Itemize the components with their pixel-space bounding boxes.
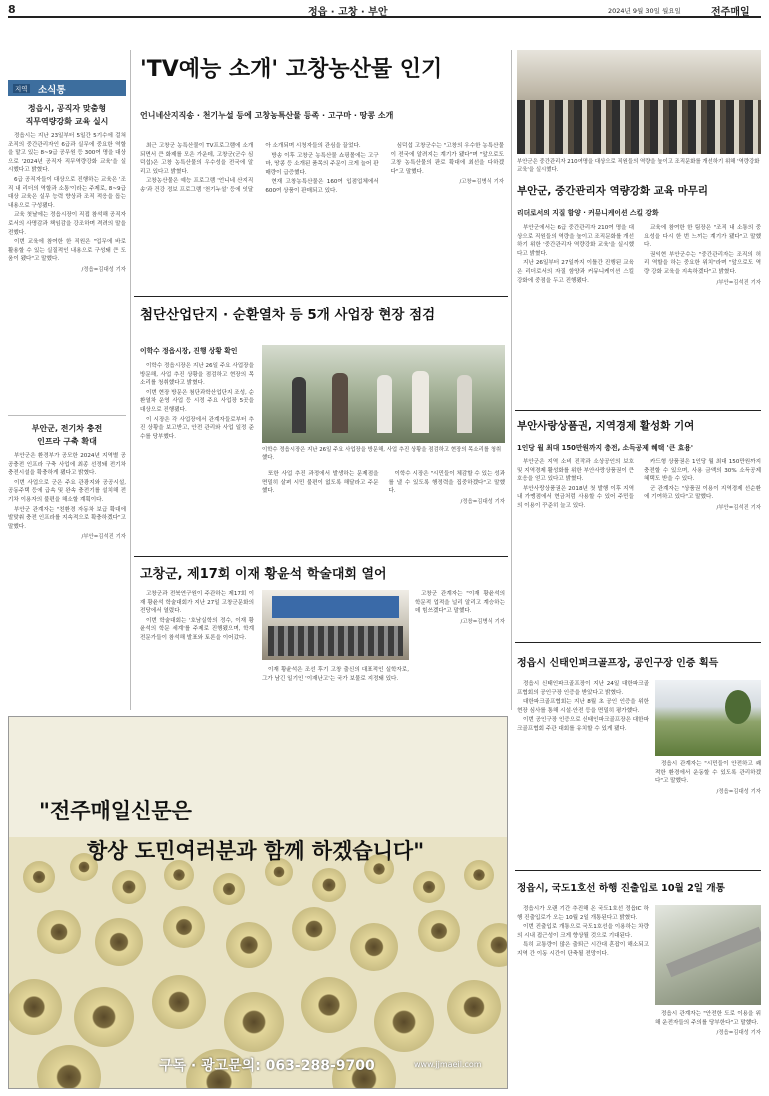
article-sancheon-byline: /정읍=김대성 기자 [460, 498, 505, 505]
article-gift-paragraph: 부안군은 지역 소비 진작과 소상공인의 보호 및 지역경제 활성화를 위한 부안사랑상품권이 큰 호응을 얻고 있다고 밝혔다. [517, 459, 634, 483]
issue-date: 2024년 9월 30일 월요일 [608, 7, 681, 15]
article-hwang-left-body [140, 590, 254, 708]
news-item-headline [8, 422, 126, 448]
column-divider [130, 50, 131, 710]
article-hwang-right-body [415, 590, 505, 708]
article-buan-mgr-paragraph: 부안군에서는 6급 중간관리자 210여 명을 대상으로 직원들의 역량을 높이고 조직문화를 개선하기 위한 '중간관리자 역량강화 교육'을 실시했다고 밝혔다. [517, 225, 634, 257]
article-tv-body [140, 142, 504, 292]
article-complex-paragraph: 이번 공인구장 인증으로 신태인파크골프장은 대한파크골프협회 주관 대회를 유치할 수 있게 됐다. [517, 717, 649, 732]
news-item-paragraph: 부안군 관계자는 "친환경 자동차 보급 확대에 발맞춰 충전 인프라를 지속적으로 확충하겠다"고 말했다. [8, 506, 126, 530]
page-number: 8 [8, 3, 16, 16]
article-tv-paragraph: 최근 고창군 농특산물이 TV프로그램에 소개되면서 큰 화제를 모은 가운데, 고창군(군수 심덕섭)은 고창 농특산물의 우수성을 전국에 알리고 있다고 밝혔다. [140, 143, 254, 175]
article-hwang-headline: 고창군, 제17회 이재 황윤석 학술대회 열어 [140, 567, 387, 582]
article-sancheon-paragraph: 이번 현장 방문은 첨단과학산업단지 조성, 순환열차 운영 사업 등 시정 주요 사업장 5곳을 대상으로 진행됐다. [140, 389, 254, 413]
news-item-headline-line2: 인프라 구축 확대 [37, 437, 97, 446]
article-complex-photo [655, 680, 761, 756]
news-item-byline: /정읍=김대성 기자 [81, 266, 126, 273]
photo-figure [292, 377, 306, 433]
article-tv-paragraph: 방송 이후 고창군 농특산물 쇼핑몰에는 고구마, 땅콩 등 소개된 품목의 주문이 크게 늘어 판매량이 급증했다. [265, 152, 379, 176]
article-sancheon-paragraph: 이 시장은 각 사업장에서 관계자들로부터 추진 상황을 보고받고, 안전 관리와 사업 일정 준수를 당부했다. [140, 416, 254, 440]
news-item-paragraph: 정읍시는 지난 23일부터 5일간 5기수에 걸쳐 조직의 중간관리자인 6급과 실무에 중요한 역할을 맡고 있는 8~9급 공무원 등 300여 명을 대상으로 '2024년 공직자 직무역량강화 교육'을 실시했다고 밝혔다. [8, 133, 126, 174]
photo-road [666, 927, 761, 977]
photo-crowd [517, 100, 761, 154]
article-road-photo [655, 905, 761, 1005]
news-item-body [8, 132, 126, 412]
ad-url: www.jjmaeil.com [414, 1060, 482, 1069]
news-item-paragraph: 6급 공직자들이 대상으로 진행하는 교육은 '조직 내 리더의 역할과 소통'이라는 주제로, 8~9급 대상 교육은 실무 능력 향상과 조직 적응을 돕는 내용으로 구성됐다. [8, 176, 126, 209]
article-complex-headline: 정읍시 신태인퍼크골프장, 공인구장 인증 획득 [517, 658, 719, 669]
photo-banner [272, 596, 399, 618]
article-hwang-mid-body [262, 666, 409, 708]
news-item-divider [8, 415, 126, 416]
article-tv-paragraph: 고창농산물은 예능 프로그램 '언니네 산지직송'과 건강 정보 프로그램 '천기누설' 등에 잇달아 소개되며 시청자들의 관심을 끌었다. [140, 143, 361, 193]
article-hwang-paragraph: 고창군과 전북연구원이 주관하는 제17회 이재 황윤석 학술대회가 지난 27일 고창군문화의전당에서 열렸다. [140, 591, 254, 615]
section-divider [515, 870, 761, 871]
article-road-right-body [655, 1010, 761, 1088]
article-complex-paragraph: 정읍시 관계자는 "시민들이 안전하고 쾌적한 환경에서 운동할 수 있도록 관리하겠다"고 말했다. [655, 761, 761, 785]
photo-crowd [268, 626, 403, 656]
news-box-title: 소식통 [38, 85, 66, 96]
section-title: 정읍 · 고창 · 부안 [308, 7, 388, 18]
photo-figure [377, 375, 392, 433]
article-sancheon-photo-caption: 이학수 정읍시장은 지난 26일 주요 사업장을 방문해, 사업 추진 상황을 점검하고 현장의 목소리를 청취했다. [262, 447, 502, 461]
news-box-tag: 지역 [15, 85, 28, 93]
article-sancheon-photo [262, 345, 505, 443]
article-complex-body [517, 680, 649, 860]
article-buan-mgr-subhead: 리더로서의 지질 함양 · 커뮤니케이션 스킬 강화 [517, 209, 659, 217]
article-sancheon-subhead: 이학수 정읍시장, 진행 상황 확인 [140, 347, 238, 355]
article-buan-mgr-paragraph: 지난 26일부터 27일까지 이틀간 진행된 교육은 리더로서의 자질 함양과 커뮤니케이션 스킬 강화에 중점을 두고 진행됐다. [517, 260, 634, 284]
article-gift-byline: /부안=김석진 기자 [716, 504, 761, 511]
article-buan-mgr-headline: 부안군, 중간관리자 역량강화 교육 마무리 [517, 185, 709, 197]
article-buan-mgr-paragraph: 교육에 참여한 한 팀장은 "조직 내 소통의 중요성을 다시 한 번 느끼는 계기가 됐다"고 말했다. [644, 225, 761, 249]
article-buan-mgr-paragraph: 권익현 부안군수는 "중간관리자는 조직의 허리 역할을 하는 중요한 위치"라며 "앞으로도 역량 강화 교육을 지속하겠다"고 밝혔다. [644, 251, 761, 275]
news-item-headline-line1: 부안군, 전기차 충전 [31, 424, 103, 433]
article-tv-headline: 'TV예능 소개' 고창농산물 인기 [140, 57, 443, 82]
section-divider [515, 410, 761, 411]
article-sancheon-paragraph: 또한 사업 추진 과정에서 발생하는 문제점을 면밀히 살펴 시민 불편이 없도록 해달라고 주문했다. [262, 471, 379, 495]
news-box-banner [8, 80, 126, 96]
article-sancheon-left-body [140, 362, 254, 542]
article-complex-paragraph: 정읍시 신태인파크골프장이 지난 24일 대한파크골프협회의 공인구장 인증을 받았다고 밝혔다. [517, 681, 649, 696]
article-gift-paragraph: 카드형 상품권은 1인당 월 최대 150만원까지 충전할 수 있으며, 사용 금액의 30% 소득공제 혜택도 받을 수 있다. [644, 459, 761, 483]
paper-name: 전주매일 [711, 7, 750, 18]
news-item-paragraph: 교육 첫날에는 정읍시장이 직접 참석해 공직자로서의 사명감과 책임감을 강조하며 격려의 말을 전했다. [8, 212, 126, 236]
article-complex-paragraph: 대한파크골프협회는 지난 8월 초 공인 인증을 위한 현장 심사를 통해 시설·안전 등을 면밀히 평가했다. [517, 699, 649, 714]
article-gift-subhead: 1인당 월 최대 150만원까지 충전, 소득공제 혜택 '큰 효용' [517, 444, 693, 452]
news-item-byline: /부안=김석진 기자 [81, 534, 126, 541]
news-item-paragraph: 이번 사업으로 군은 주요 관광지와 공공시설, 공동주택 등에 급속 및 완속 충전기를 설치해 전기차 이용자의 불편을 해소할 계획이다. [8, 479, 126, 503]
article-gift-headline: 부안사랑상품권, 지역경제 활성화 기여 [517, 420, 695, 432]
article-hwang-paragraph: 이번 학술대회는 '호남실학의 정수, 이재 황윤석의 학문 세계'를 주제로 진행됐으며, 학계 전문가들이 참석해 발표와 토론을 이어갔다. [140, 617, 254, 641]
photo-figure [332, 373, 348, 433]
article-tv-paragraph: 심덕섭 고창군수는 "고창의 우수한 농특산물이 전국에 알려지는 계기가 됐다"며 "앞으로도 고창 농특산물의 판로 확대에 최선을 다하겠다"고 말했다. [390, 143, 504, 175]
article-hwang-byline: /고창=김병식 기자 [460, 618, 505, 625]
article-gift-body [517, 458, 761, 628]
article-sancheon-right-body [262, 470, 505, 550]
news-item-headline-line2: 직무역량강화 교육 실시 [25, 117, 109, 126]
article-complex-byline: /정읍=김대성 기자 [716, 788, 761, 795]
article-buan-mgr-photo [517, 50, 761, 154]
photo-figure [412, 371, 429, 433]
article-hwang-paragraph: 고창군 관계자는 "이재 황윤석의 학문적 업적을 널리 알리고 계승하는 데 힘쓰겠다"고 말했다. [415, 591, 505, 615]
news-item-headline-line1: 정읍시, 공직자 맞춤형 [27, 104, 107, 113]
article-road-paragraph: 특히 교통량이 많은 출퇴근 시간대 혼잡이 해소되고 지역 간 이동 시간이 단축될 전망이다. [517, 942, 649, 957]
ad-contact: 구독 · 광고문의: 063-288-9700 [159, 1058, 375, 1074]
ad-slogan-line2: 항상 도민여러분과 함께 하겠습니다" [87, 838, 425, 863]
news-item-body [8, 452, 126, 702]
article-road-paragraph: 정읍시 관계자는 "안전한 도로 이용을 위해 운전자들의 주의를 당부한다"고 말했다. [655, 1011, 761, 1026]
photo-tree [725, 690, 751, 724]
article-complex-right-body [655, 760, 761, 860]
sunflower-field [9, 717, 508, 1089]
section-divider [134, 296, 508, 297]
article-road-body [517, 905, 649, 1087]
column-divider [511, 50, 512, 710]
photo-figure [457, 375, 472, 433]
ad-slogan-line1: "전주매일신문은 [39, 798, 192, 823]
article-road-paragraph: 이번 진출입로 개통으로 국도1호선을 이용하는 차량의 시내 접근성이 크게 향상될 것으로 기대된다. [517, 924, 649, 939]
news-item-paragraph: 부안군은 환경부가 공모한 2024년 지역별 공공충전 인프라 구축 사업에 최종 선정돼 전기차 충전시설을 확충하게 됐다고 밝혔다. [8, 453, 126, 477]
advertisement [8, 716, 508, 1089]
article-buan-mgr-byline: /부안=김석진 기자 [716, 279, 761, 286]
article-gift-paragraph: 군 관계자는 "상품권 이용이 지역경제 선순환에 기여하고 있다"고 말했다. [644, 485, 761, 501]
article-buan-mgr-photo-caption: 부안군은 중간관리자 210여명을 대상으로 직원들의 역량을 높이고 조직문화를 개선하기 위해 '역량강화 교육'을 실시했다. [517, 159, 760, 173]
article-tv-byline: /고창=김병식 기자 [459, 179, 504, 186]
news-item-headline [8, 102, 126, 128]
section-divider [515, 642, 761, 643]
article-tv-subhead: 언니네산지직송 · 천기누설 등에 고창농특산물 등족 · 고구마 · 땅콩 소개 [140, 111, 394, 120]
article-sancheon-headline: 첨단산업단지 · 순환열차 등 5개 사업장 현장 점검 [140, 307, 436, 323]
article-road-headline: 정읍시, 국도1호선 하행 진출입로 10월 2일 개통 [517, 883, 725, 894]
article-hwang-paragraph: 이재 황윤석은 조선 후기 고창 출신의 대표적인 실학자로, 그가 남긴 일기인 '이재난고'는 국가 보물로 지정돼 있다. [262, 667, 409, 682]
article-gift-paragraph: 부안사랑상품권은 2018년 첫 발행 이후 지역 내 가맹점에서 현금처럼 사용할 수 있어 주민들의 이용이 꾸준히 늘고 있다. [517, 485, 634, 509]
article-tv-paragraph: 현재 고창농특산물은 160여 입점업체에서 600여 상품이 판매되고 있다. [265, 179, 379, 194]
article-sancheon-paragraph: 이학수 시장은 "시민들이 체감할 수 있는 성과를 낼 수 있도록 행정력을 집중하겠다"고 말했다. [388, 471, 505, 495]
news-box [8, 80, 126, 708]
section-divider [134, 556, 508, 557]
article-sancheon-paragraph: 이학수 정읍시장은 지난 26일 주요 사업장을 방문해, 사업 추진 상황을 점검하고 현장의 목소리를 청취했다고 밝혔다. [140, 363, 254, 387]
page-header [8, 2, 761, 18]
article-hwang-photo [262, 590, 409, 660]
article-buan-mgr-body [517, 224, 761, 404]
article-road-byline: /정읍=김대성 기자 [716, 1030, 761, 1037]
article-road-paragraph: 정읍시가 오랜 기간 추진해 온 국도1호선 정읍IC 하행 진출입로가 오는 10월 2일 개통된다고 밝혔다. [517, 906, 649, 921]
news-item-paragraph: 이번 교육에 참여한 한 직원은 "업무에 바로 활용할 수 있는 실질적인 내용으로 구성돼 큰 도움이 됐다"고 말했다. [8, 239, 126, 263]
